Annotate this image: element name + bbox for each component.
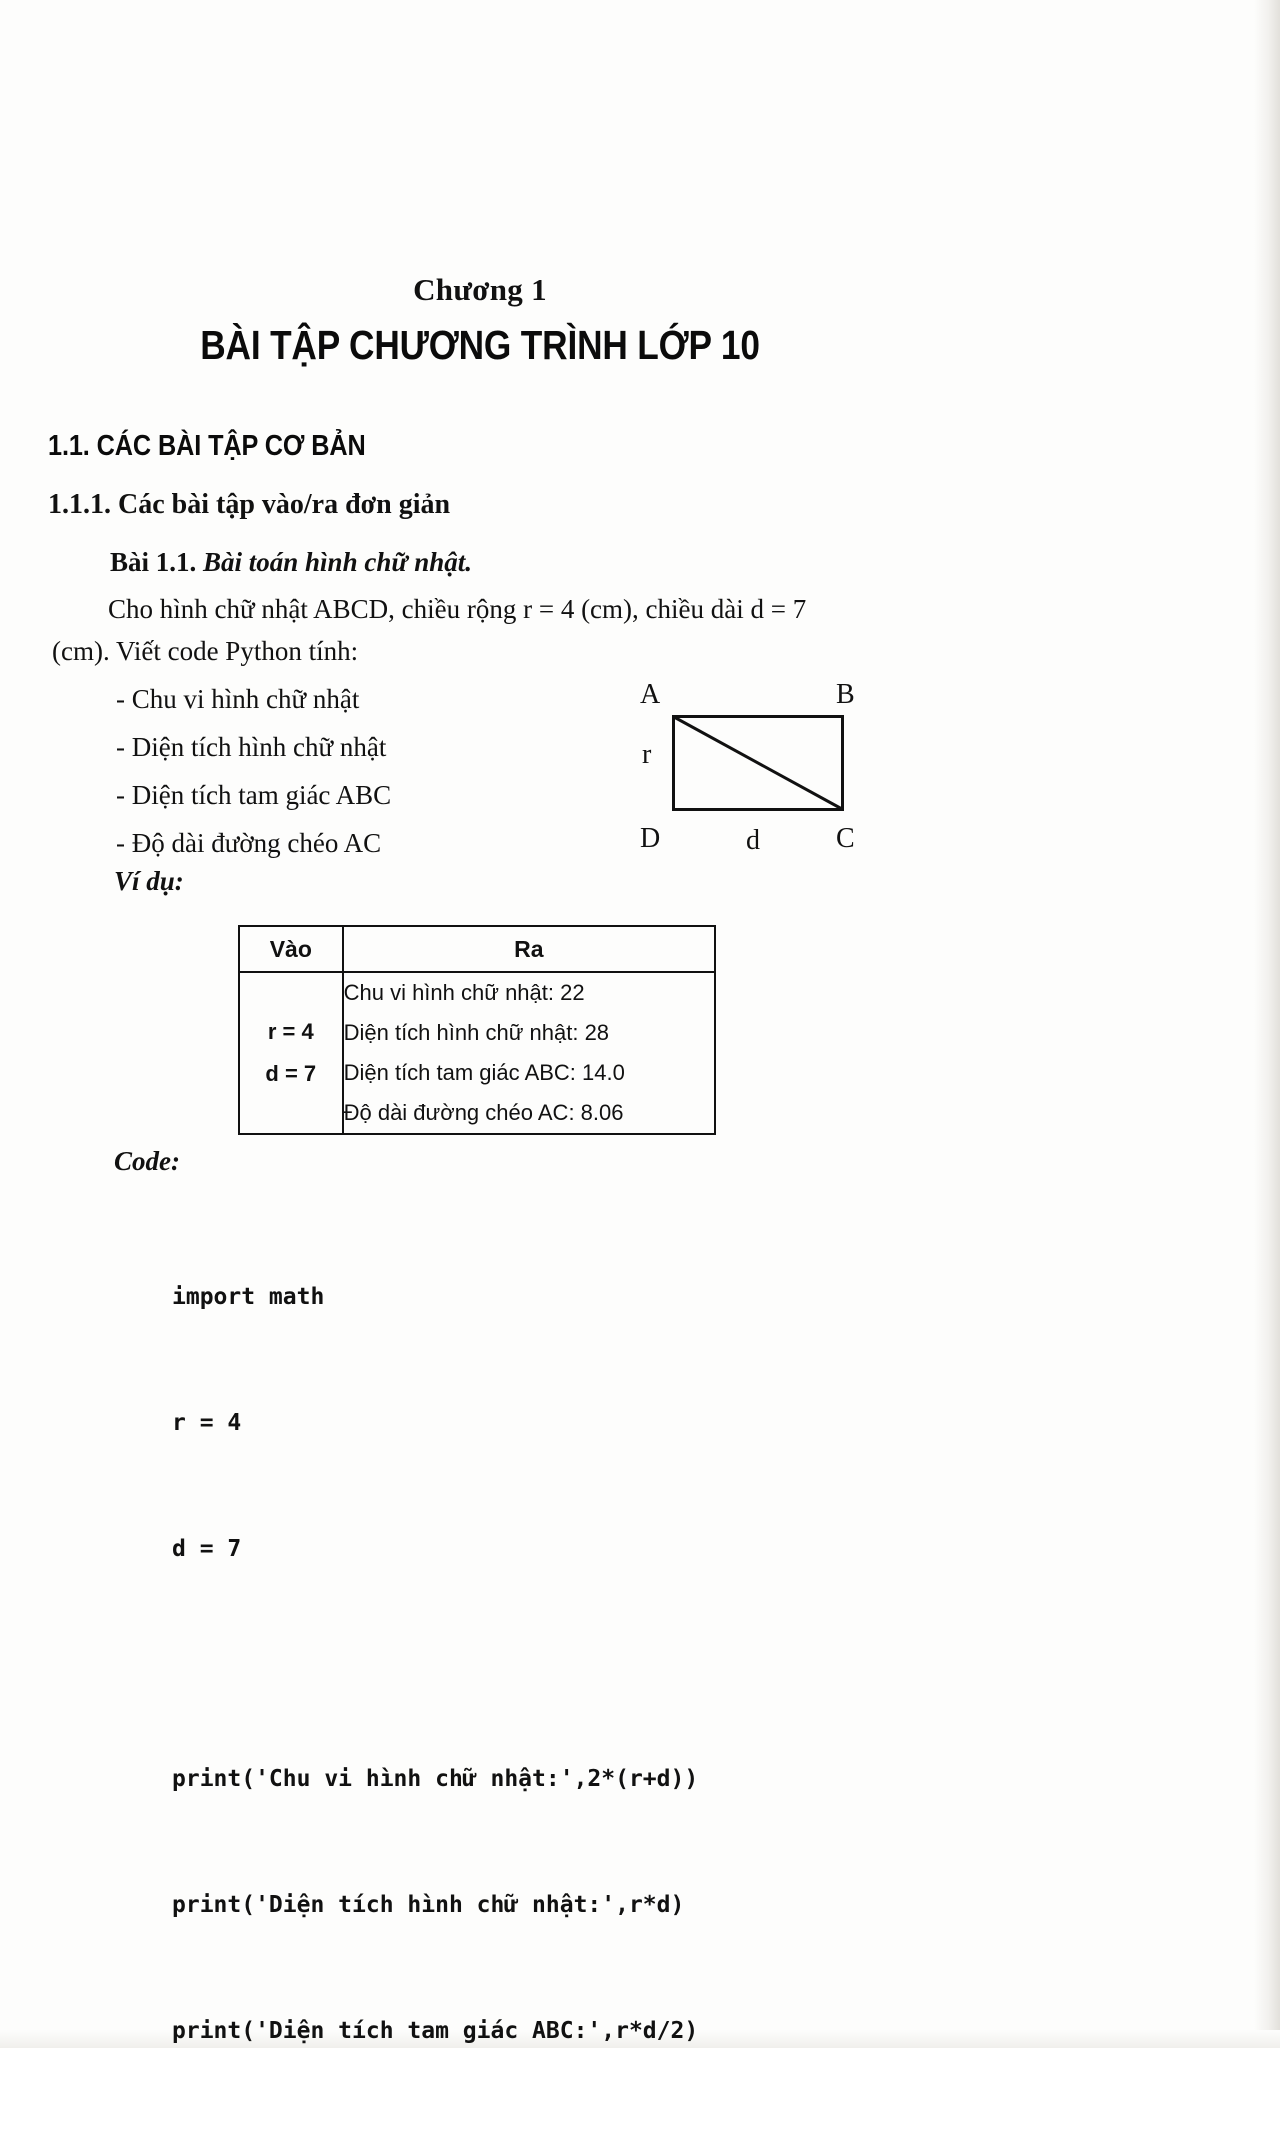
input-cell [239, 972, 343, 1134]
column-header-output: Ra [343, 926, 715, 972]
subsection-heading: 1.1.1. Các bài tập vào/ra đơn giản [48, 489, 451, 520]
code-block [172, 1192, 698, 2136]
list-item: - Diện tích tam giác ABC [116, 780, 392, 810]
figure-label-length: d [746, 825, 760, 856]
code-line: print('Diện tích tam giác ABC:',r*d/2) [172, 2018, 699, 2044]
column-header-input: Vào [239, 926, 343, 972]
code-label: Code: [114, 1146, 180, 1176]
code-line: d = 7 [172, 1536, 242, 1562]
example-io-table [238, 925, 716, 1135]
figure-label-width: r [642, 739, 652, 770]
output-line-perimeter: Chu vi hình chữ nhật: 22 [343, 980, 585, 1005]
list-item: - Diện tích hình chữ nhật [116, 732, 387, 762]
code-line: r = 4 [172, 1410, 242, 1436]
input-value-d: d = 7 [265, 1061, 317, 1086]
problem-line-1: Cho hình chữ nhật ABCD, chiều rộng r = 4 (cm), chiều dài d = 7 [108, 594, 807, 624]
figure-label-a: A [640, 679, 661, 710]
exercise-title: Bài toán hình chữ nhật. [203, 547, 473, 577]
input-value-r: r = 4 [267, 1019, 314, 1044]
rectangle-figure [620, 675, 880, 865]
code-line: import math [172, 1284, 325, 1310]
figure-label-c: C [836, 823, 855, 854]
code-line: print('Diện tích hình chữ nhật:',r*d) [172, 1892, 685, 1918]
section-heading: 1.1. CÁC BÀI TẬP CƠ BẢN [48, 430, 366, 462]
problem-line-2: (cm). Viết code Python tính: [52, 636, 359, 666]
list-item: - Chu vi hình chữ nhật [116, 684, 360, 714]
output-line-triangle-area: Diện tích tam giác ABC: 14.0 [343, 1060, 625, 1085]
example-label: Ví dụ: [114, 866, 184, 896]
code-line: print('Chu vi hình chữ nhật:',2*(r+d)) [172, 1766, 699, 1792]
code-blank-line [172, 1654, 698, 1674]
figure-label-d-vertex: D [640, 823, 661, 854]
page-edge-shadow-right [1254, 0, 1280, 2048]
exercise-heading [110, 547, 472, 578]
table-row [239, 972, 715, 1134]
problem-statement [52, 588, 932, 672]
exercise-number: Bài 1.1. [110, 547, 197, 577]
table-header-row [239, 926, 715, 972]
output-line-diagonal: Độ dài đường chéo AC: 8.06 [343, 1100, 624, 1125]
chapter-label: Chương 1 [413, 272, 547, 307]
figure-label-b: B [836, 679, 855, 710]
requirement-list [116, 675, 391, 867]
diagonal-line-icon [672, 715, 844, 811]
list-item: - Độ dài đường chéo AC [116, 828, 382, 858]
page-title: BÀI TẬP CHƯƠNG TRÌNH LỚP 10 [200, 322, 760, 368]
output-cell [343, 972, 715, 1134]
output-line-area: Diện tích hình chữ nhật: 28 [343, 1020, 610, 1045]
